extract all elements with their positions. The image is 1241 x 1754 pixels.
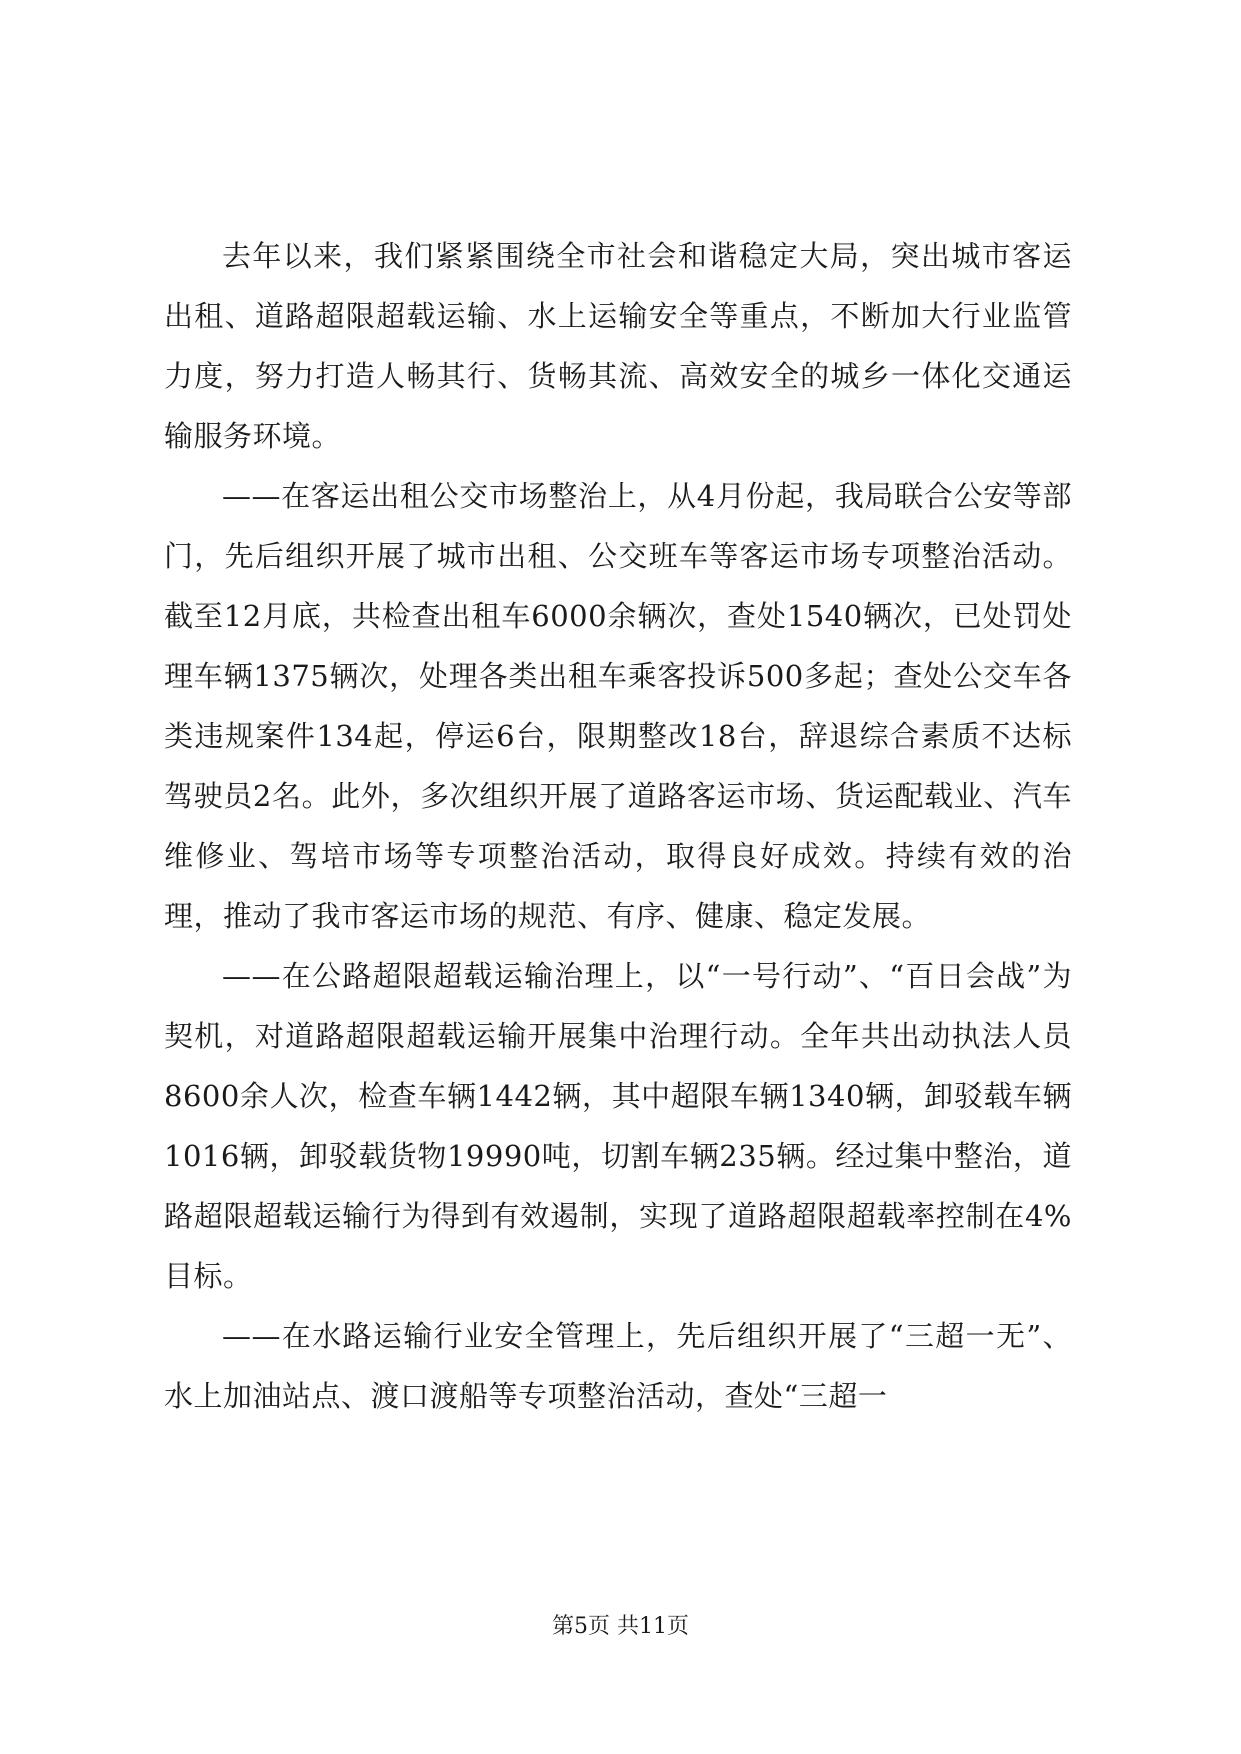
paragraph-passenger-transport: ——在客运出租公交市场整治上，从4月份起，我局联合公安等部门，先后组织开展了城市出租、公交班车等客运市场专项整治活动。截至12月底，共检查出租车6000余辆次，查处1540辆次，已处罚处理车辆1375辆次，处理各类出租车乘客投诉500多起；查处公交车各类违规案件134起，停运6台，限期整改18台，辞退综合素质不达标驾驶员2名。此外，多次组织开展了道路客运市场、货运配载业、汽车维修业、驾培市场等专项整治活动，取得良好成效。持续有效的治理，推动了我市客运市场的规范、有序、健康、稳定发展。: [164, 479, 1072, 933]
paragraph-waterway-safety: ——在水路运输行业安全管理上，先后组织开展了“三超一无”、水上加油站点、渡口渡船等专项整治活动，查处“三超一: [164, 1319, 1072, 1413]
document-body: [164, 226, 1072, 1426]
paragraph-overload-control: ——在公路超限超载运输治理上，以“一号行动”、“百日会战”为契机，对道路超限超载运输开展集中治理行动。全年共出动执法人员8600余人次，检查车辆1442辆，其中超限车辆1340辆，卸驳载车辆1016辆，卸驳载货物19990吨，切割车辆235辆。经过集中整治，道路超限超载运输行为得到有效遏制，实现了道路超限超载率控制在4%目标。: [164, 959, 1072, 1293]
page-footer: 第5页 共11页: [552, 1614, 689, 1639]
paragraph-intro: 去年以来，我们紧紧围绕全市社会和谐稳定大局，突出城市客运出租、道路超限超载运输、水上运输安全等重点，不断加大行业监管力度，努力打造人畅其行、货畅其流、高效安全的城乡一体化交通运输服务环境。: [164, 239, 1072, 453]
